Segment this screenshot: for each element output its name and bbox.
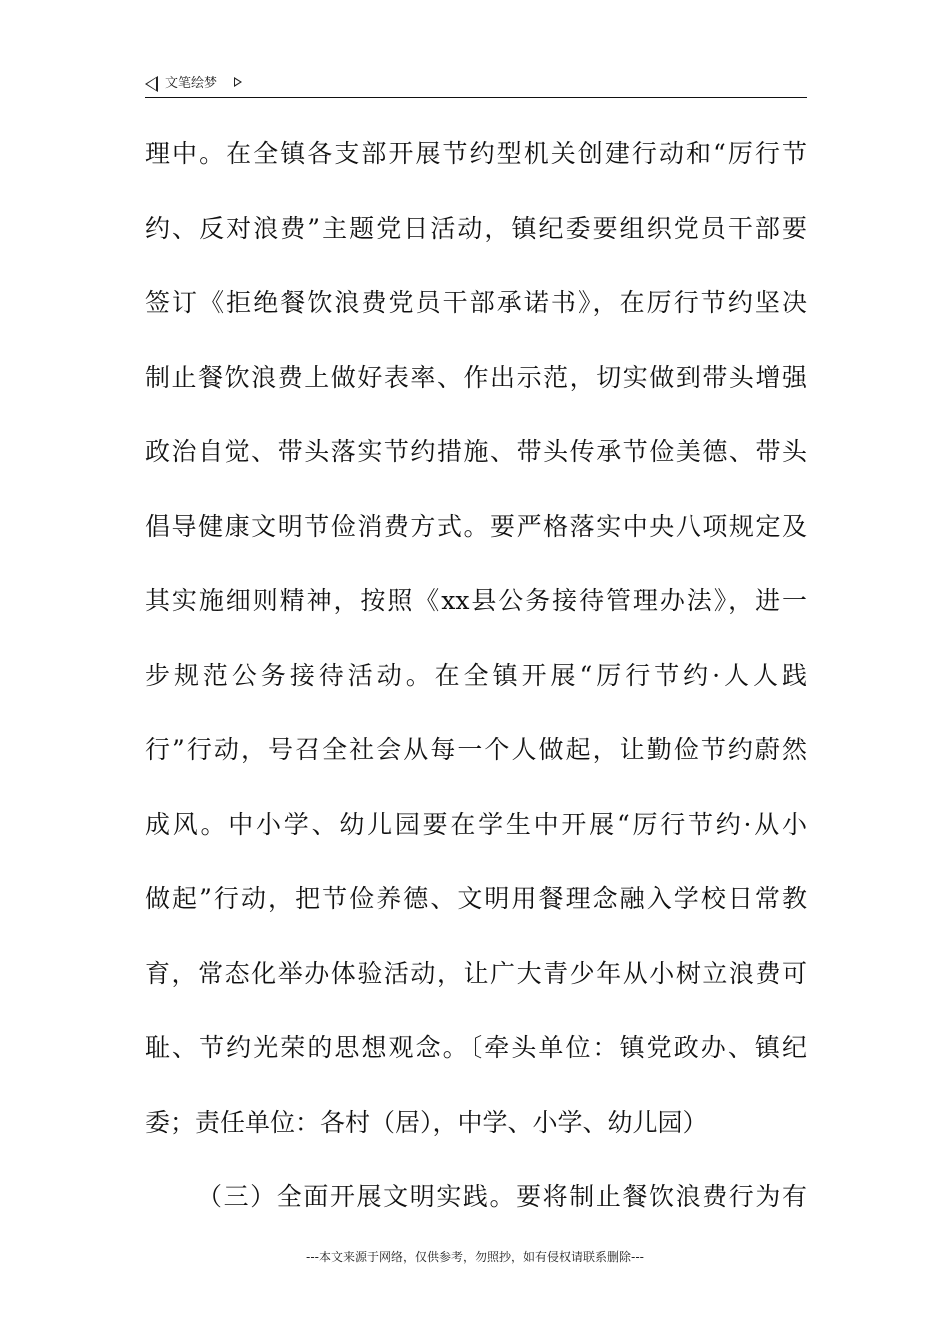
text-line: 步规范公务接待活动。在全镇开展“厉行节约·人人践: [145, 660, 807, 690]
document-body: [145, 130, 807, 1248]
page-header: [145, 74, 807, 98]
triangle-left-icon: [145, 76, 158, 92]
text-line: 签订《拒绝餐饮浪费党员干部承诺书》，在厉行节约坚决: [145, 288, 807, 317]
text-line: 行”行动，号召全社会从每一个人做起，让勤俭节约蔚然: [145, 735, 807, 764]
text-line: 做起”行动，把节俭养德、文明用餐理念融入学校日常教: [145, 884, 807, 913]
text-line: 耻、节约光荣的思想观念。〔牵头单位：镇党政办、镇纪: [145, 1033, 807, 1062]
text-line: 制止餐饮浪费上做好表率、作出示范，切实做到带头增强: [145, 362, 807, 392]
text-line: 理中。在全镇各支部开展节约型机关创建行动和“厉行节: [145, 139, 807, 168]
text-line: 政治自觉、带头落实节约措施、带头传承节俭美德、带头: [145, 437, 807, 466]
header-divider: [145, 97, 807, 98]
text-line: 其实施细则精神，按照《xx县公务接待管理办法》，进一: [145, 586, 807, 615]
header-title: 文笔绘梦: [165, 76, 218, 91]
triangle-right-icon: [234, 77, 242, 87]
text-line: 成风。中小学、幼儿园要在学生中开展“厉行节约·从小: [145, 809, 807, 839]
text-line: 约、反对浪费”主题党日活动，镇纪委要组织党员干部要: [145, 213, 807, 243]
section-heading-line: （三）全面开展文明实践。要将制止餐饮浪费行为有: [197, 1182, 807, 1211]
text-line: 倡导健康文明节俭消费方式。要严格落实中央八项规定及: [145, 511, 807, 541]
footer-disclaimer: ---本文来源于网络，仅供参考，勿照抄，如有侵权请联系删除---: [306, 1250, 644, 1264]
text-line: 委；责任单位：各村（居），中学、小学、幼儿园）: [145, 1107, 708, 1137]
text-line: 育，常态化举办体验活动，让广大青少年从小树立浪费可: [145, 958, 807, 988]
